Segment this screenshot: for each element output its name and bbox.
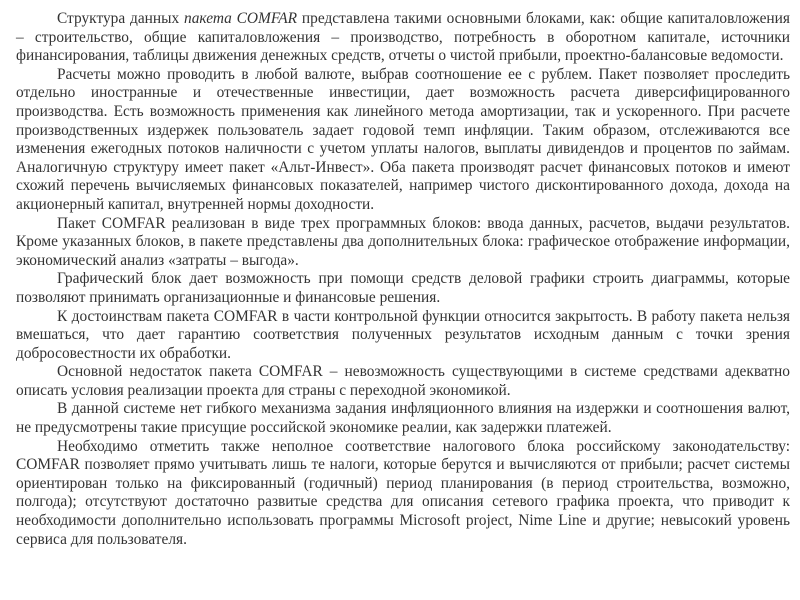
paragraph-graphics-block: Графический блок дает возможность при помощи средств деловой графики строить диаграммы, которые позволяют принимать организационные и финансовые решения. (16, 270, 790, 306)
paragraph-1-intro: Структура данных (57, 10, 184, 27)
package-name-emphasis: пакета COMFAR (184, 10, 298, 27)
paragraph-1-rest: представлена такими основными блоками, как: общие капиталовложения – строительство, общие капиталовложения – производство, потребность в оборотном капитале, источники финансирования, таблицы движения денежных средств, отчеты о чистой прибыли, проектно-балансовые ведомости. (16, 10, 790, 65)
paragraph-inflation-mechanism: В данной системе нет гибкого механизма задания инфляционного влияния на издержки и соотношения валют, не предусмотрены такие присущие российской экономике реалии, как задержки платежей. (16, 400, 790, 437)
paragraph-program-blocks: Пакет COMFAR реализован в виде трех программных блоков: ввода данных, расчетов, выдачи результатов. Кроме указанных блоков, в пакете представлены два дополнительных блока: графическое отображение информации, экономический анализ «затраты – выгода». (16, 214, 790, 269)
paragraph-currency-calculations: Расчеты можно проводить в любой валюте, выбрав соотношение ее с рублем. Пакет позволяет проследить отдельно иностранные и отечественные инвестиции, дает возможность расчета диверсифицированного производства. Есть возможность применения как линейного метода амортизации, так и ускоренного. При расчете производственных издержек пользователь задает годовой темп инфляции. Таким образом, отслеживаются все изменения ежегодных потоков наличности с учетом уплаты налогов, выплаты дивидендов и процентов по займам. Аналогичную структуру имеет пакет «Альт-Инвест». Оба пакета производят расчет финансовых потоков и имеют схожий перечень вычисляемых финансовых показателей, например чистого дисконтированного дохода, дохода на акционерный капитал, внутренней нормы доходности. (16, 65, 790, 213)
paragraph-tax-block: Необходимо отметить также неполное соответствие налогового блока российскому законодательству: COMFAR позволяет прямо учитывать лишь те налоги, которые берутся и вычисляются от прибыли; расчет системы ориентирован только на фиксированный (годичный) период планирования (в период строительства, возможно, полгода); отсутствуют достаточно развитые средства для описания сетевого графика проекта, что приводит к необходимости дополнительно использовать программы Microsoft project, Nime Line и другие; невысокий уровень сервиса для пользователя. (16, 437, 790, 548)
paragraph-advantages: К достоинствам пакета COMFAR в части контрольной функции относится закрытость. В работу пакета нельзя вмешаться, что дает гарантию соответствия полученных результатов исходным данным с точки зрения добросовестности их обработки. (16, 307, 790, 362)
paragraph-data-structure (16, 10, 790, 66)
document-body (16, 10, 790, 549)
paragraph-main-drawback: Основной недостаток пакета COMFAR – невозможность существующими в системе средствами адекватно описать условия реализации проекта для страны с переходной экономикой. (16, 363, 790, 399)
